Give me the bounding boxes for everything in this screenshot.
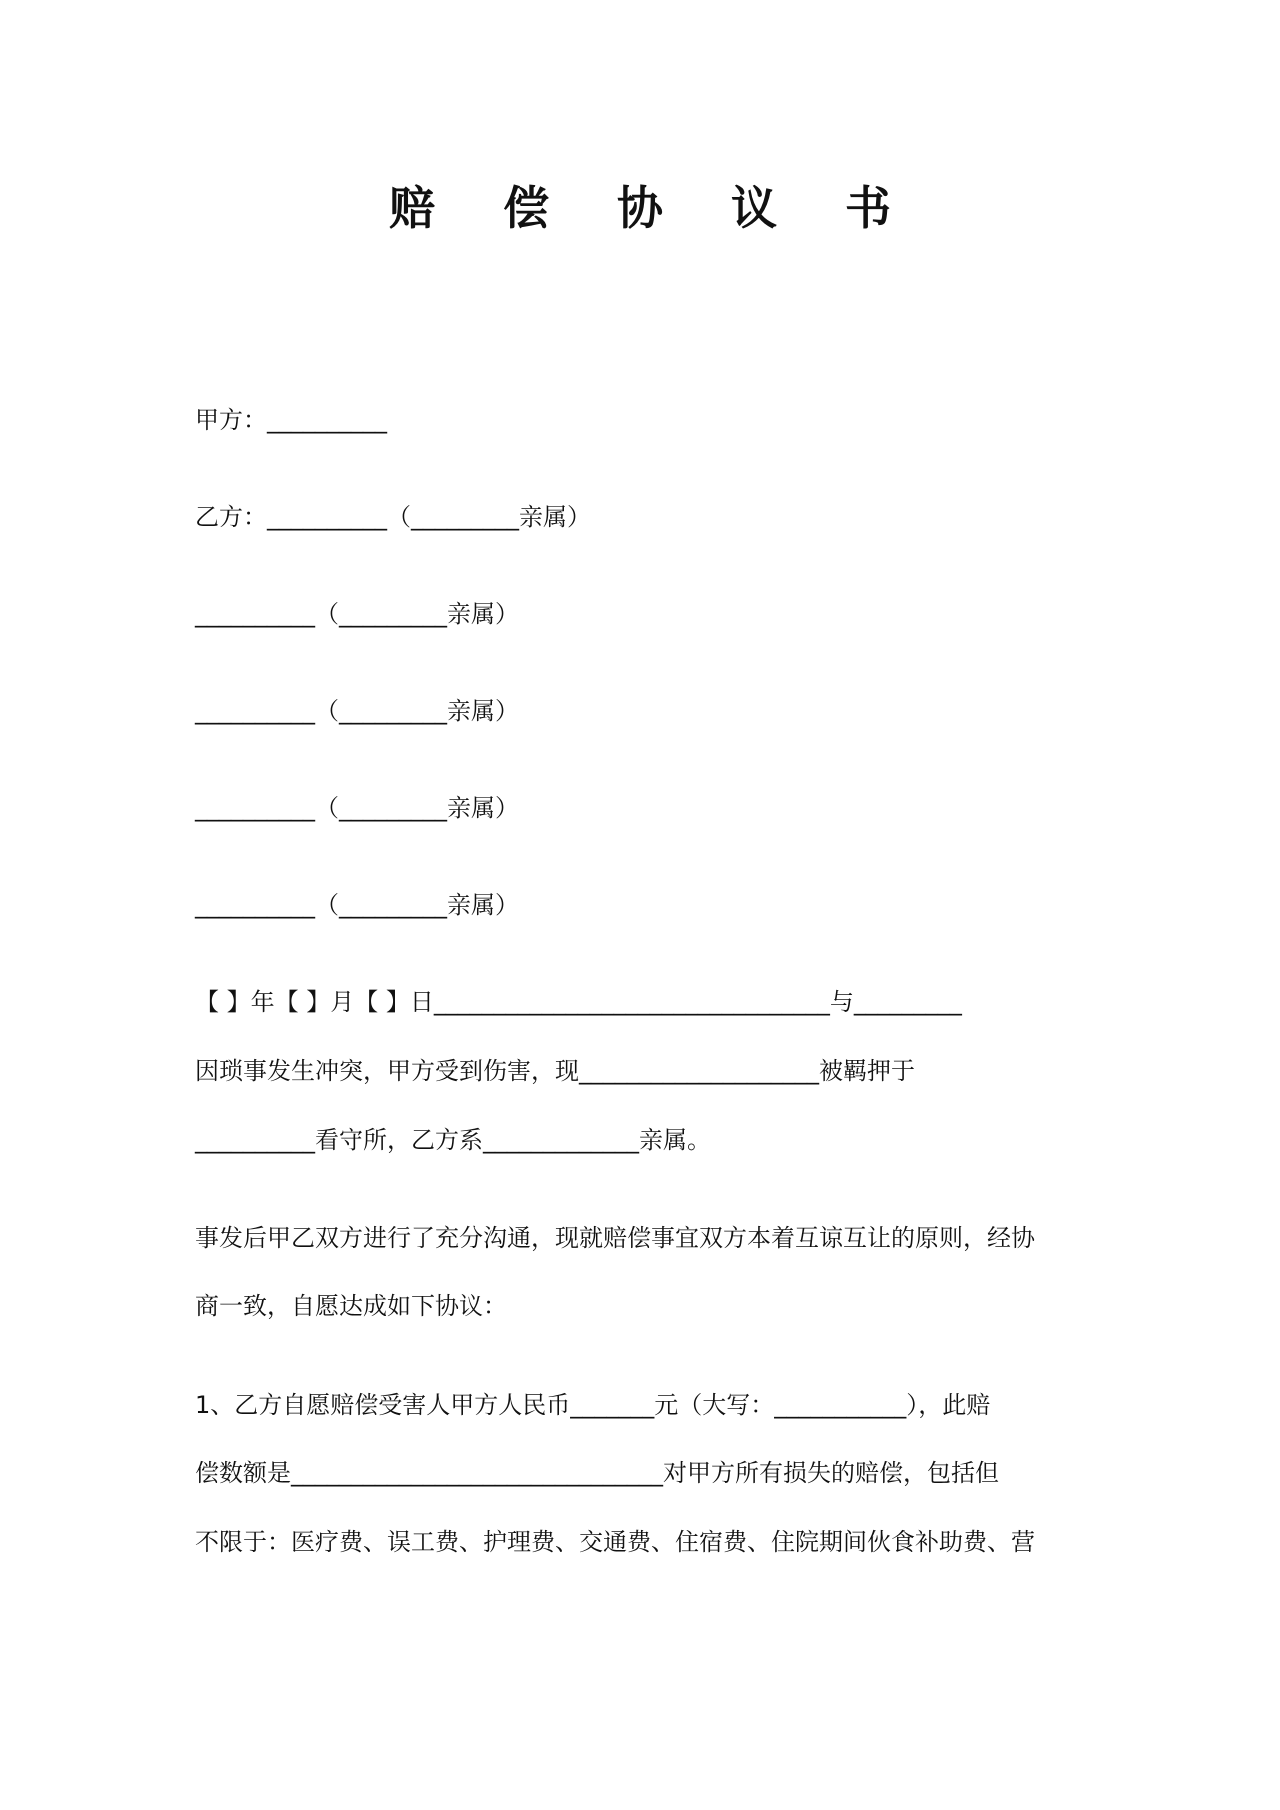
clause-1-line: 1、乙方自愿赔偿受害人甲方人民币_______元（大写：___________），此赔 bbox=[195, 1391, 991, 1419]
relative-line: __________（_________亲属） bbox=[195, 697, 519, 725]
incident-line: 因琐事发生冲突，甲方受到伤害，现____________________被羁押于 bbox=[195, 1057, 915, 1085]
clause-1-line: 不限于：医疗费、误工费、护理费、交通费、住宿费、住院期间伙食补助费、营 bbox=[195, 1528, 1035, 1556]
negotiation-line: 事发后甲乙双方进行了充分沟通，现就赔偿事宜双方本着互谅互让的原则，经协 bbox=[195, 1224, 1035, 1252]
incident-line: 【 】年【 】月【 】日_________________________________与_________ bbox=[195, 988, 962, 1016]
relative-line: __________（_________亲属） bbox=[195, 600, 519, 628]
incident-line: __________看守所，乙方系_____________亲属。 bbox=[195, 1126, 711, 1154]
negotiation-line: 商一致，自愿达成如下协议： bbox=[195, 1292, 507, 1320]
party-b-line: 乙方：__________（_________亲属） bbox=[195, 503, 591, 531]
relative-line: __________（_________亲属） bbox=[195, 891, 519, 919]
relative-line: __________（_________亲属） bbox=[195, 794, 519, 822]
clause-1-line: 偿数额是_______________________________对甲方所有损失的赔偿，包括但 bbox=[195, 1459, 999, 1487]
document-title: 赔 偿 协 议 书 bbox=[388, 181, 918, 235]
party-a-line: 甲方：__________ bbox=[195, 406, 387, 434]
